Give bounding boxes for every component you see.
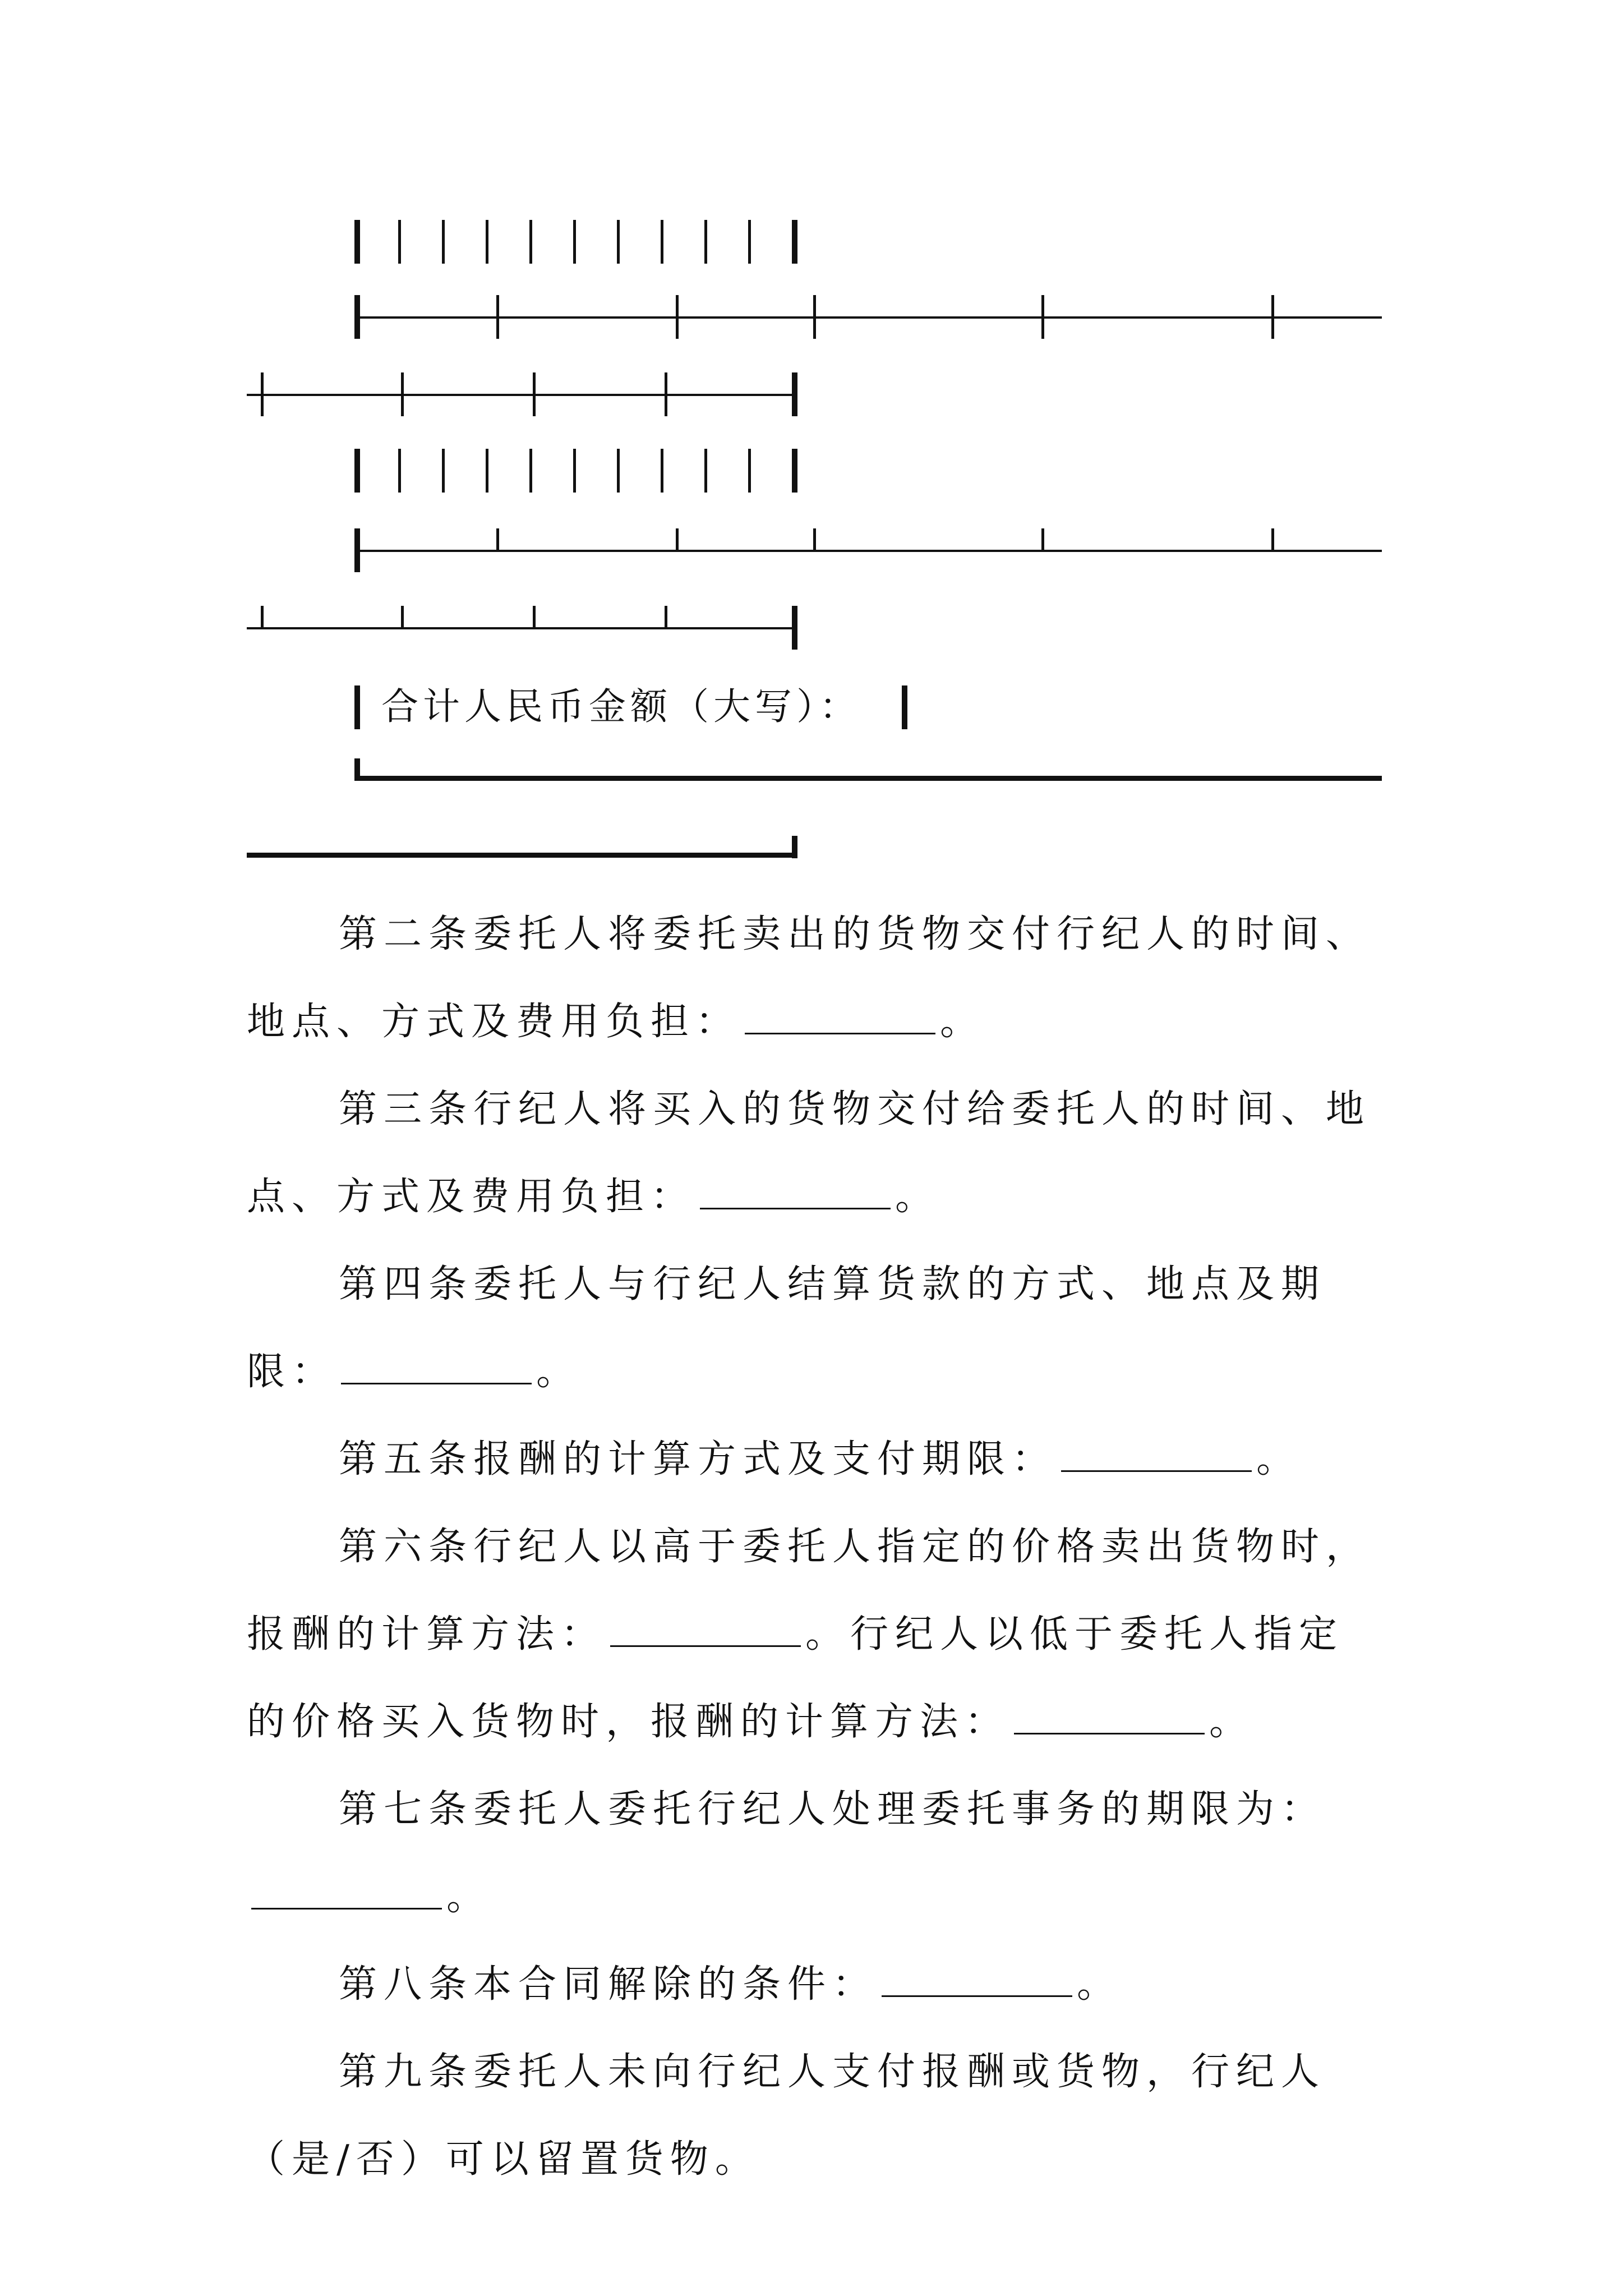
fill-blank[interactable] — [341, 1352, 532, 1384]
fill-blank[interactable] — [1014, 1703, 1205, 1734]
fill-blank[interactable] — [1061, 1440, 1252, 1472]
fill-blank[interactable] — [745, 1002, 935, 1034]
article-4: 第四条委托人与行纪人结算货款的方式、地点及期限： 。 — [247, 1262, 1326, 1394]
fill-blank[interactable] — [882, 1965, 1072, 1997]
article-3: 第三条行纪人将买入的货物交付给委托人的时间、地点、方式及费用负担： 。 — [247, 1087, 1371, 1219]
fill-blank[interactable] — [251, 1878, 442, 1910]
fill-blank[interactable] — [610, 1615, 801, 1647]
article-8: 第八条本合同解除的条件： 。 — [339, 1962, 1122, 2007]
article-7: 第七条委托人委托行纪人处理委托事务的期限为：。 — [247, 1766, 1380, 1941]
article-6: 第六条行纪人以高于委托人指定的价格卖出货物时，报酬的计算方法： 。行纪人以低于委托人指定的价格买入货物时，报酬的计算方法： 。 — [247, 1525, 1371, 1744]
fill-blank[interactable] — [700, 1177, 891, 1209]
article-9: 第九条委托人未向行纪人支付报酬或货物，行纪人（是/否）可以留置货物。 — [247, 2050, 1326, 2182]
article-5: 第五条报酬的计算方式及支付期限： 。 — [339, 1437, 1302, 1481]
total-amount-label: 合计人民币金额（大写）： — [381, 685, 861, 728]
article-2: 第二条委托人将委托卖出的货物交付行纪人的时间、地点、方式及费用负担： 。 — [247, 912, 1371, 1044]
